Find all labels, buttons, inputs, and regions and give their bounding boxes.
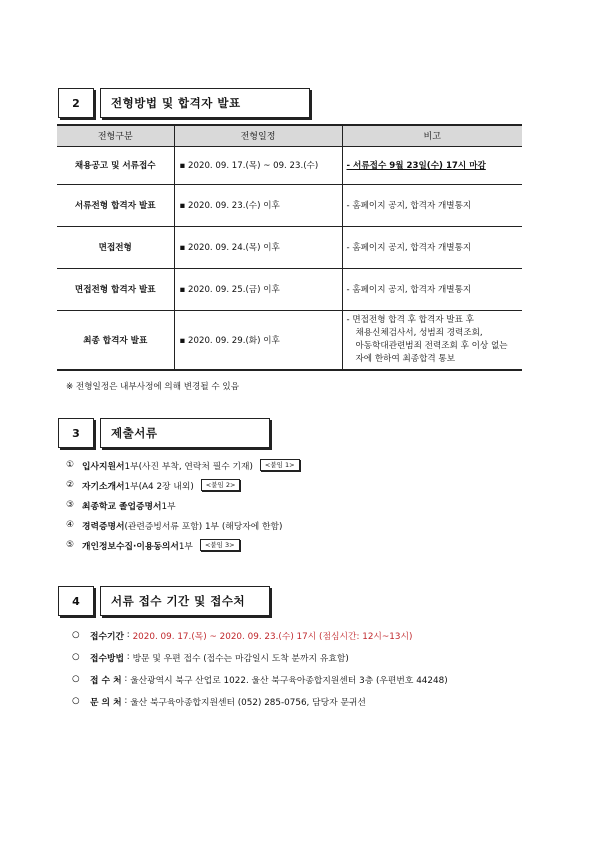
item-number: ② <box>66 480 74 490</box>
bullet-circle: ○ <box>72 630 80 640</box>
attachment-tag: <붙임 1> <box>260 459 300 471</box>
bullet-circle: ○ <box>72 652 80 662</box>
document-name: 자기소개서 <box>82 481 125 492</box>
stage-cell: 채용공고 및 서류접수 <box>57 146 174 184</box>
stage-cell: 서류전형 합격자 발표 <box>57 184 174 226</box>
item-number: ⑤ <box>66 540 74 550</box>
list-item <box>72 690 448 712</box>
note-line: 채용신체검사서, 성범죄 경력조회, <box>355 327 483 338</box>
deadline-note: - 서류접수 9월 23일(수) 17시 마감 <box>346 161 486 171</box>
table-row <box>57 310 522 370</box>
table-row <box>57 184 522 226</box>
schedule-footnote: ※ 전형일정은 내부사정에 의해 변경될 수 있음 <box>66 382 240 392</box>
list-item <box>66 475 300 495</box>
section-title: 서류 접수 기간 및 접수처 <box>100 586 270 616</box>
item-number: ③ <box>66 500 74 510</box>
document-detail: 1부(사진 부착, 연락처 필수 기재) <box>124 461 253 472</box>
document-name: 입사지원서 <box>82 461 125 472</box>
date-cell: ▪ 2020. 09. 24.(목) 이후 <box>174 226 342 268</box>
document-name: 개인정보수집·이용동의서 <box>82 541 179 552</box>
column-header: 비고 <box>342 125 522 146</box>
attachment-tag: <붙임 2> <box>201 479 241 491</box>
section-4-header <box>58 586 270 616</box>
info-value: 방문 및 우편 접수 (접수는 마감일시 도착 분까지 유효함) <box>132 653 349 664</box>
section-2-header <box>58 88 310 118</box>
info-label: 접수방법 <box>90 653 124 664</box>
bullet-circle: ○ <box>72 696 80 706</box>
document-detail: 1부 <box>178 541 193 552</box>
item-number: ① <box>66 460 74 470</box>
column-header: 전형구분 <box>57 125 174 146</box>
bullet-circle: ○ <box>72 674 80 684</box>
info-separator: : <box>121 674 131 684</box>
info-label: 접수기간 <box>90 631 124 642</box>
info-value: 울산광역시 북구 산업로 1022. 울산 북구육아종합지원센터 3층 (우편번호 44248) <box>130 675 448 686</box>
document-name: 경력증명서 <box>82 521 125 532</box>
info-separator: : <box>124 630 133 640</box>
section-3-header <box>58 418 270 448</box>
table-row <box>57 268 522 310</box>
info-separator: : <box>124 652 133 662</box>
table-row <box>57 146 522 184</box>
info-separator: : <box>121 696 131 706</box>
section-number: 3 <box>58 418 94 448</box>
section-number: 2 <box>58 88 94 118</box>
reception-info <box>72 624 448 712</box>
schedule-table <box>57 124 522 371</box>
document-name: 최종학교 졸업증명서 <box>82 501 162 512</box>
section-number: 4 <box>58 586 94 616</box>
note-cell <box>342 146 522 184</box>
info-value: 울산 북구육아종합지원센터 (052) 285-0756, 담당자 문귀선 <box>130 697 366 708</box>
stage-cell: 면접전형 합격자 발표 <box>57 268 174 310</box>
table-row <box>57 226 522 268</box>
note-line: 자에 한하여 최종합격 통보 <box>355 353 456 364</box>
date-cell: ▪ 2020. 09. 25.(금) 이후 <box>174 268 342 310</box>
list-item <box>66 535 300 555</box>
info-label: 문 의 처 <box>90 697 122 708</box>
column-header: 전형일정 <box>174 125 342 146</box>
document-detail: (관련증빙서류 포함) 1부 (해당자에 한함) <box>124 521 283 532</box>
document-detail: 1부 <box>161 501 176 512</box>
list-item <box>66 515 300 535</box>
note-cell <box>342 310 522 370</box>
list-item <box>66 495 300 515</box>
documents-list <box>66 455 300 555</box>
list-item <box>72 624 448 646</box>
info-label: 접 수 처 <box>90 675 122 686</box>
note-cell: - 홈페이지 공지, 합격자 개별통지 <box>342 184 522 226</box>
date-cell: ▪ 2020. 09. 17.(목) ~ 09. 23.(수) <box>174 146 342 184</box>
attachment-tag: <붙임 3> <box>200 539 240 551</box>
stage-cell: 최종 합격자 발표 <box>57 310 174 370</box>
table-header-row <box>57 125 522 146</box>
date-cell: ▪ 2020. 09. 23.(수) 이후 <box>174 184 342 226</box>
application-period-value: 2020. 09. 17.(목) ~ 2020. 09. 23.(수) 17시 (점심시간: 12시~13시) <box>132 631 413 642</box>
list-item <box>66 455 300 475</box>
date-cell: ▪ 2020. 09. 29.(화) 이후 <box>174 310 342 370</box>
note-cell: - 홈페이지 공지, 합격자 개별통지 <box>342 226 522 268</box>
list-item <box>72 668 448 690</box>
note-line: 아동학대관련범죄 전력조회 후 이상 없는 <box>355 340 508 351</box>
section-title: 전형방법 및 합격자 발표 <box>100 88 310 118</box>
stage-cell: 면접전형 <box>57 226 174 268</box>
item-number: ④ <box>66 520 74 530</box>
note-line: - 면접전형 합격 후 합격자 발표 후 <box>346 314 474 325</box>
list-item <box>72 646 448 668</box>
note-cell: - 홈페이지 공지, 합격자 개별통지 <box>342 268 522 310</box>
section-title: 제출서류 <box>100 418 270 448</box>
document-detail: 1부(A4 2장 내외) <box>124 481 194 492</box>
